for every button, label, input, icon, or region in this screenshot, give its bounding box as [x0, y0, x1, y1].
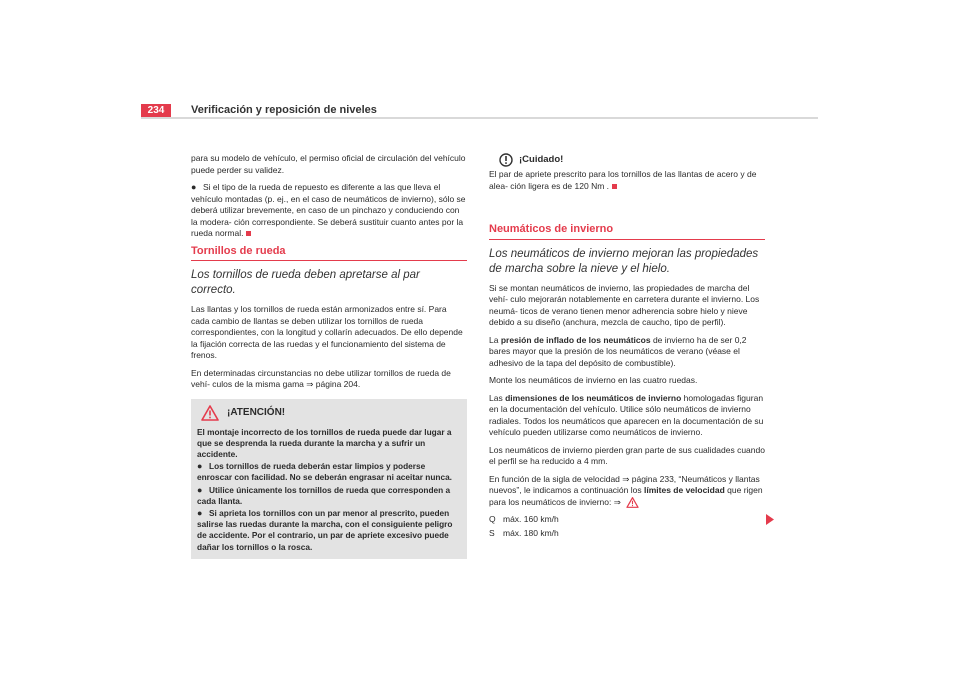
warning-triangle-icon: [201, 405, 219, 421]
wheel-bolts-p2-text: En determinadas circunstancias no debe utilizar tornillos de rueda de vehí- culos de la misma gama: [191, 367, 451, 389]
winter-paragraph-1: Si se montan neumáticos de invierno, las propiedades de marcha del vehí- culo mejorarán notablemente en carretera durante el invierno. Los neumá- ticos de verano tienen menor adherencia sobre hielo y nieve debido a su diseño (anchura, mezcla de caucho, tipo de perfil).: [489, 282, 760, 327]
bullet-spare-wheel: [191, 182, 467, 240]
speed-list: [489, 514, 765, 539]
intro-paragraph: para su modelo de vehículo, el permiso oficial de circulación del vehículo puede perder su validez.: [191, 153, 466, 175]
winter-paragraph-2: La presión de inflado de los neumáticos de invierno ha de ser 0,2 bares mayor que la presión de los neumáticos de verano (véase el adhesivo de la tapa del depósito de combustible).: [489, 334, 747, 368]
header-rule: [141, 117, 818, 119]
section-subtitle-wheel-bolts: Los tornillos de rueda deben apretarse al par correcto.: [191, 269, 420, 296]
speed-limit: máx. 160 km/h: [503, 514, 559, 524]
warning-intro: El montaje incorrecto de los tornillos de rueda puede dar lugar a que se desprenda la rueda durante la marcha y a sufrir un accidente.: [197, 426, 452, 459]
speed-row: [489, 528, 765, 540]
header-title: Verificación y reposición de niveles: [191, 104, 377, 116]
left-column: [191, 153, 467, 559]
wheel-bolts-paragraph-2: [191, 368, 467, 391]
caution-header: [499, 153, 765, 167]
caution-text: El par de apriete prescrito para los tornillos de las llantas de acero y de alea- ción ligera es de 120 Nm .: [489, 169, 757, 191]
caution-exclamation-icon: [499, 153, 513, 167]
section-subtitle-winter-tyres: Los neumáticos de invierno mejoran las propiedades de marcha sobre la nieve y el hielo.: [489, 247, 759, 275]
bullet-spare-text: Si el tipo de la rueda de repuesto es diferente a las que lleva el vehículo montadas (p. ej., en el caso de neumáticos de invierno), sólo se deberá utilizar brevemente, en caso de un pinchazo y conduciendo con la modera- ción correspondiente. Se deberá sustituir cuanto antes por la rueda normal.: [191, 182, 466, 238]
section-title-winter-tyres: Neumáticos de invierno: [489, 224, 765, 240]
warning-triangle-icon[interactable]: [626, 497, 639, 508]
inflation-pressure-term: presión de inflado de los neumáticos: [500, 334, 651, 345]
warning-item: ● Utilice únicamente los tornillos de rueda que corresponden a cada llanta.: [197, 484, 451, 506]
bullet-icon: ●: [197, 507, 203, 518]
warning-header: [197, 405, 461, 421]
winter-paragraph-5: Los neumáticos de invierno pierden gran parte de sus cualidades cuando el perfil se ha reducido a 4 mm.: [489, 444, 765, 466]
section-end-icon: [246, 231, 251, 236]
speed-limit: máx. 180 km/h: [503, 527, 559, 538]
warning-body: [197, 427, 461, 553]
winter-paragraph-6: En función de la sigla de velocidad ⇒ página 233, “Neumáticos y llantas nuevos”, le indicamos a continuación los límites de velocidad que rigen para los neumáticos de invierno: ⇒: [489, 473, 763, 507]
winter-paragraph-3: Monte los neumáticos de invierno en las cuatro ruedas.: [489, 375, 698, 385]
page-reference-link[interactable]: ⇒ página 204.: [306, 379, 361, 389]
speed-row: [489, 514, 765, 526]
speed-letter: Q: [489, 514, 496, 524]
bullet-icon: ●: [191, 182, 197, 192]
bullet-icon: ●: [197, 484, 203, 495]
warning-item: ● Si aprieta los tornillos con un par menor al prescrito, pueden salirse las ruedas durante la marcha, con el consiguiente peligro de accidente. Por el contrario, un par de apriete excesivo puede dañar los tornillos o la rosca.: [197, 507, 453, 552]
dimensions-term: dimensiones de los neumáticos de invierno: [505, 392, 682, 403]
warning-title: ¡ATENCIÓN!: [227, 406, 286, 418]
page-number: 234: [141, 104, 171, 118]
wheel-bolts-paragraph-1: Las llantas y los tornillos de rueda están armonizados entre sí. Para cada cambio de llantas se deben utilizar los tornillos de rueda correspondientes, con la longitud y collarín adecuados. De ello depende la fijación correcta de las ruedas y el funcionamiento del sistema de frenos.: [191, 304, 463, 360]
speed-limits-term: límites de velocidad: [644, 485, 725, 495]
warning-box: [191, 399, 467, 559]
winter-paragraph-4: Las dimensiones de los neumáticos de invierno homologadas figuran en la documentación del vehículo. Utilice sólo neumáticos de invierno radiales. Todos los neumáticos que aparecen en la documentación de su vehículo pueden utilizarse como neumáticos de invierno.: [489, 392, 764, 437]
speed-letter: S: [489, 527, 495, 538]
warning-item: ● Los tornillos de rueda deberán estar limpios y poderse enroscar con facilidad. No se deberán engrasar ni aceitar nunca.: [197, 461, 452, 483]
caution-title: ¡Cuidado!: [519, 154, 564, 166]
section-end-icon: [612, 184, 617, 189]
bullet-icon: ●: [197, 461, 203, 472]
section-title-wheel-bolts: Tornillos de rueda: [191, 246, 467, 262]
right-column: [489, 153, 765, 541]
next-page-arrow-icon[interactable]: [765, 514, 775, 525]
